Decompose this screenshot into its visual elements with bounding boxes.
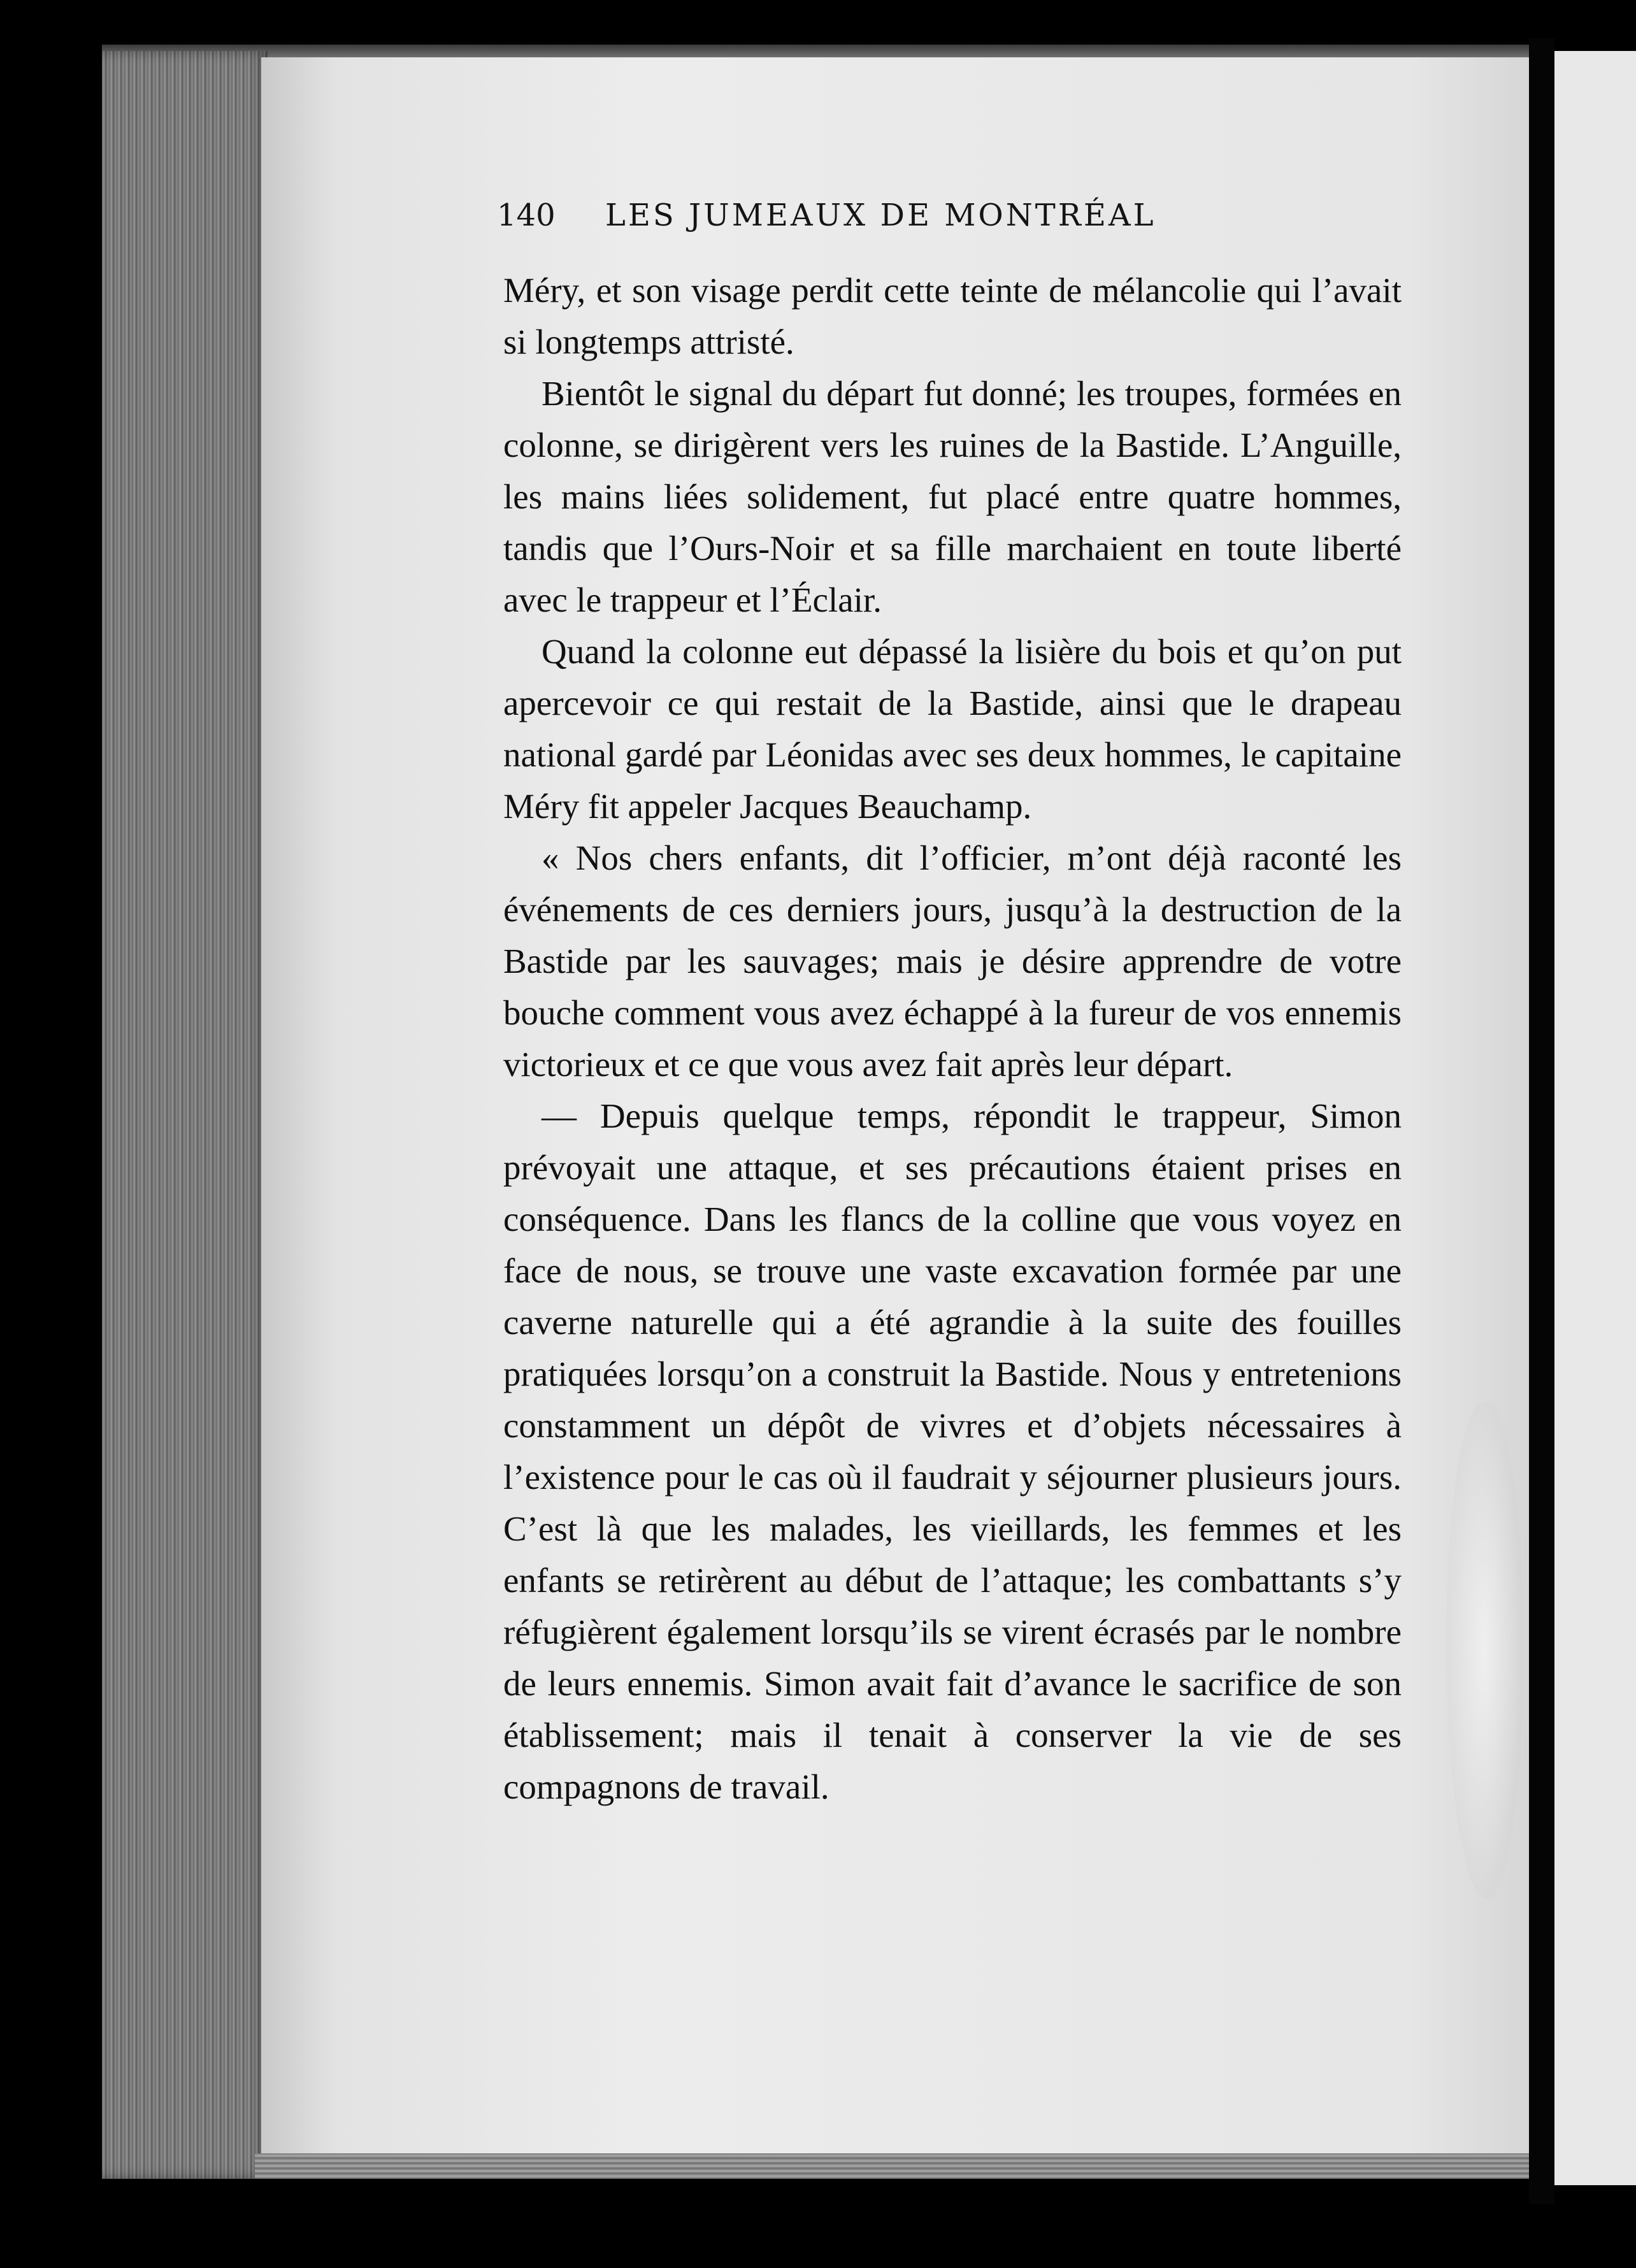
- page-number: 140: [497, 197, 556, 233]
- paper-stain: [1446, 1402, 1523, 1898]
- running-title: LES JUMEAUX DE MONTRÉAL: [605, 197, 1156, 233]
- paragraph-5: — Depuis quelque temps, répondit le trappeur, Simon prévoyait une attaque, et ses précautions étaient prises en conséquence. Dans les flancs de la colline que vous voyez en face de nous, se trouve une vaste excavation formée par une caverne naturelle qui a été agrandie à la suite des fouilles pratiquées lorsqu’on a construit la Bastide. Nous y entretenions constamment un dépôt de vivres et d’objets nécessaires à l’existence pour le cas où il faudrait y séjourner plusieurs jours. C’est là que les malades, les vieillards, les femmes et les enfants se retirèrent au début de l’attaque; les combattants s’y réfugièrent également lorsqu’ils se virent écrasés par le nombre de leurs ennemis. Simon avait fait d’avance le sacrifice de son établissement; mais il tenait à conserver la vie de ses compagnons de travail.: [503, 1096, 1402, 1806]
- text-body: [503, 264, 1402, 1812]
- page-edges-left: [102, 51, 268, 2179]
- page-edges-bottom: [255, 2153, 1535, 2179]
- facing-page-edge: [1554, 51, 1636, 2185]
- running-head: [497, 197, 1198, 233]
- paragraph-2: Bientôt le signal du départ fut donné; les troupes, formées en colonne, se dirigèrent vers les ruines de la Bastide. L’Anguille, les mains liées solidement, fut placé entre quatre hommes, tandis que l’Ours-Noir et sa fille marchaient en toute liberté avec le trappeur et l’Éclair.: [503, 374, 1402, 619]
- gutter-shadow: [1529, 38, 1554, 2204]
- paragraph-3: Quand la colonne eut dépassé la lisière du bois et qu’on put apercevoir ce qui restait de la Bastide, ainsi que le drapeau national gardé par Léonidas avec ses deux hommes, le capitaine Méry fit appeler Jacques Beauchamp.: [503, 632, 1402, 826]
- paragraph-1: Méry, et son visage perdit cette teinte de mélancolie qui l’avait si longtemps attristé.: [503, 271, 1402, 361]
- paragraph-4: « Nos chers enfants, dit l’officier, m’ont déjà raconté les événements de ces derniers jours, jusqu’à la destruction de la Bastide par les sauvages; mais je désire apprendre de votre bouche comment vous avez échappé à la fureur de vos ennemis victorieux et ce que vous avez fait après leur départ.: [503, 838, 1402, 1084]
